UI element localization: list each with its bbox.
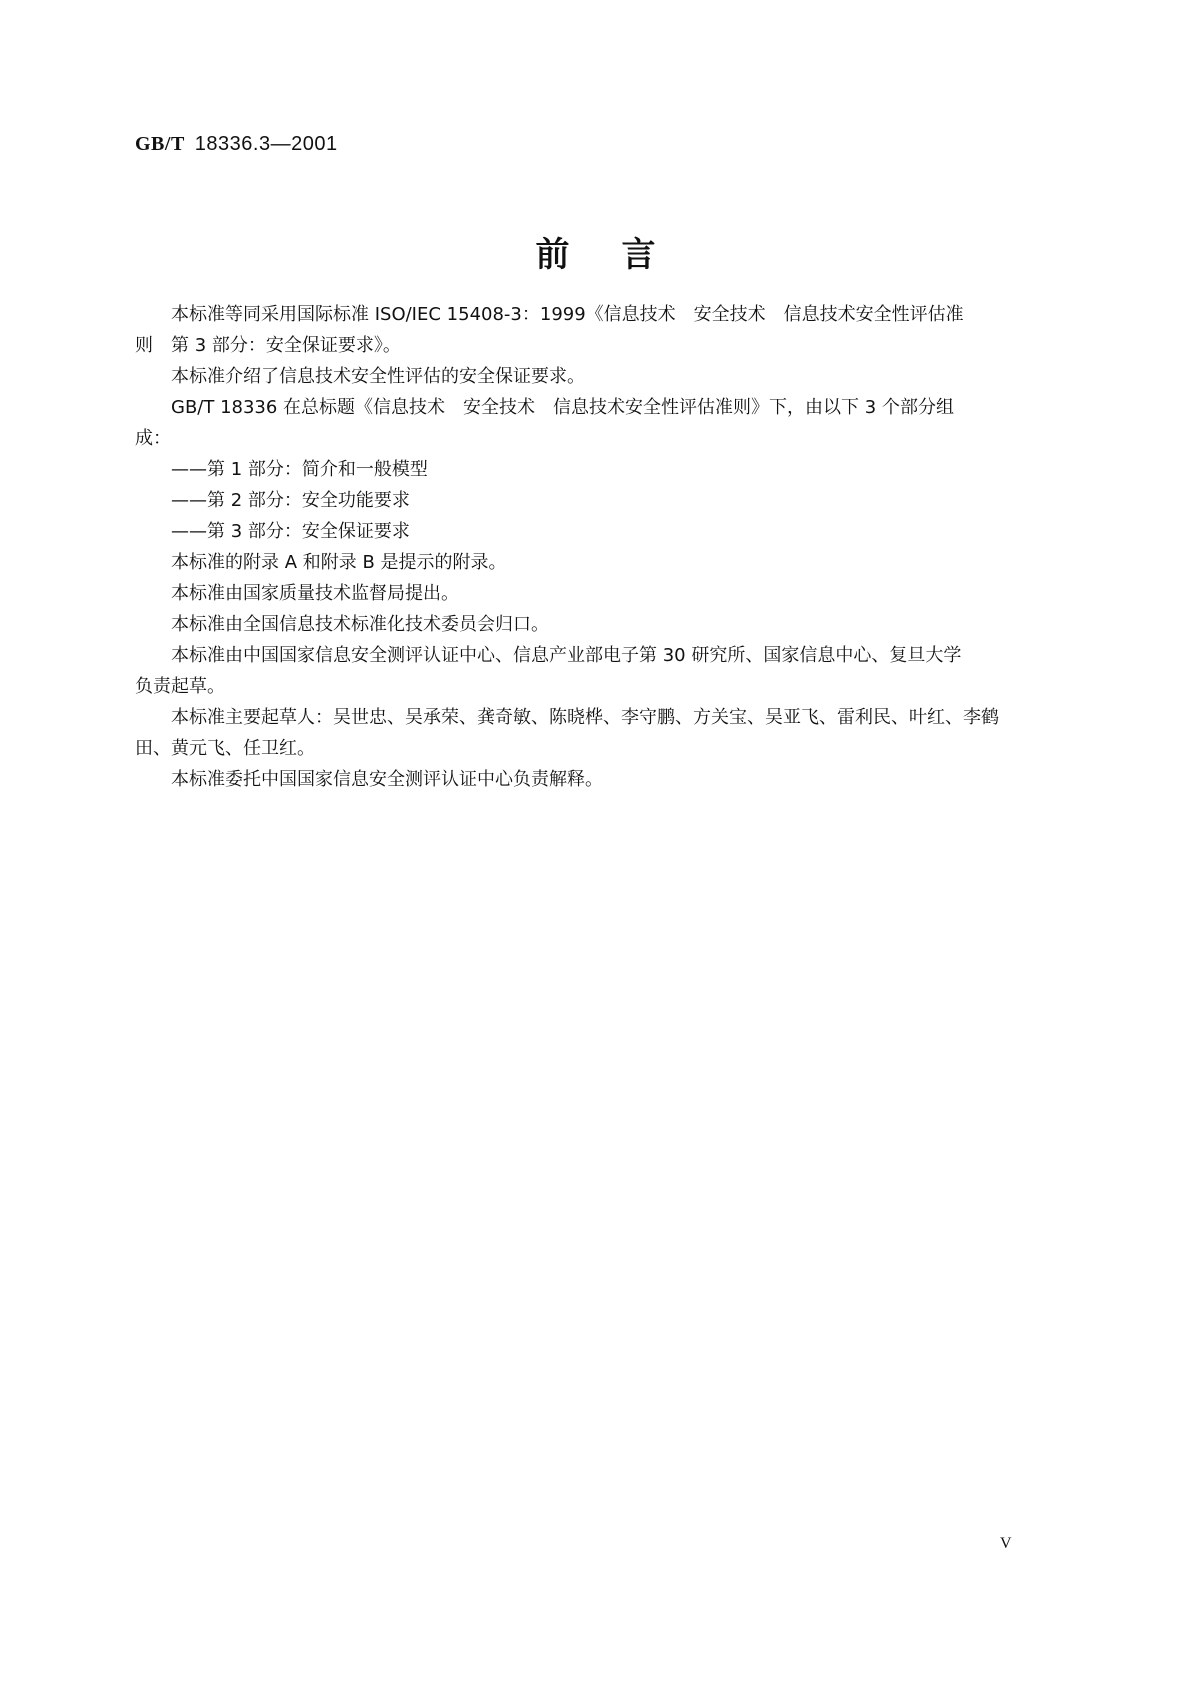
paragraph-structure xyxy=(135,392,1057,454)
paragraph-scope: 本标准介绍了信息技术安全性评估的安全保证要求。 xyxy=(171,366,585,387)
paragraph-line: 本标准主要起草人：吴世忠、吴承荣、龚奇敏、陈晓桦、李守鹏、方关宝、吴亚飞、雷利民、叶红、李鹤 xyxy=(171,707,999,728)
paragraph-adoption xyxy=(135,299,1057,361)
paragraph-line: 本标准由中国国家信息安全测评认证中心、信息产业部电子第 30 研究所、国家信息中心、复旦大学 xyxy=(171,645,962,666)
standard-prefix: GB/T xyxy=(135,133,185,155)
page-title: 前言 xyxy=(535,235,708,275)
part-list-item: ——第 2 部分：安全功能要求 xyxy=(171,490,410,511)
paragraph-line: 田、黄元飞、任卫红。 xyxy=(135,738,315,759)
paragraph-appendix: 本标准的附录 A 和附录 B 是提示的附录。 xyxy=(171,552,507,573)
paragraph-drafting-org xyxy=(135,640,1057,702)
page-number: V xyxy=(1000,1535,1012,1552)
standard-number-header xyxy=(135,133,338,156)
paragraph-interpretation: 本标准委托中国国家信息安全测评认证中心负责解释。 xyxy=(171,769,603,790)
paragraph-centralized-by: 本标准由全国信息技术标准化技术委员会归口。 xyxy=(171,614,549,635)
foreword-body xyxy=(135,299,1057,795)
paragraph-line: 本标准等同采用国际标准 ISO/IEC 15408-3：1999《信息技术 安全技术 信息技术安全性评估准 xyxy=(171,304,964,325)
paragraph-line: 成： xyxy=(135,428,171,449)
paragraph-line: 则 第 3 部分：安全保证要求》。 xyxy=(135,335,401,356)
paragraph-drafters xyxy=(135,702,1057,764)
part-list-item: ——第 3 部分：安全保证要求 xyxy=(171,521,410,542)
part-list-item: ——第 1 部分：简介和一般模型 xyxy=(171,459,428,480)
paragraph-line: 负责起草。 xyxy=(135,676,225,697)
paragraph-proposed-by: 本标准由国家质量技术监督局提出。 xyxy=(171,583,459,604)
standard-code: 18336.3—2001 xyxy=(194,133,338,155)
paragraph-line: GB/T 18336 在总标题《信息技术 安全技术 信息技术安全性评估准则》下，由以下 3 个部分组 xyxy=(171,397,954,418)
